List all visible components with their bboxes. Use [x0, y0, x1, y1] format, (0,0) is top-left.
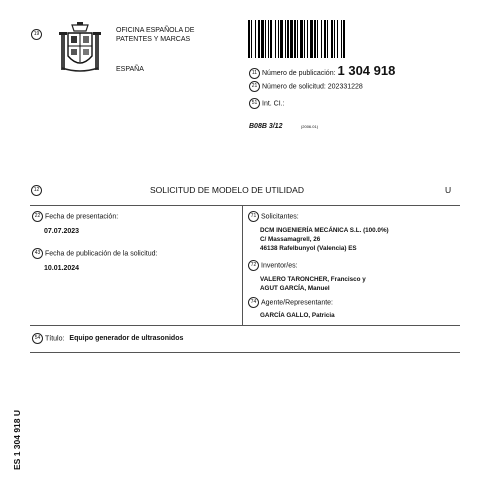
applicants-label-row — [248, 211, 299, 222]
inventors-block — [260, 275, 366, 293]
agent-name: GARCÍA GALLO, Patricia — [260, 312, 335, 319]
inventor-2: AGUT GARCÍA, Manuel — [260, 285, 330, 292]
title-label: Título: — [45, 335, 65, 343]
divider-bottom — [30, 352, 460, 353]
office-line-2: PATENTES Y MARCAS — [116, 36, 191, 43]
kind-code: U — [445, 185, 452, 195]
applicant-name: DCM INGENIERÍA MECÁNICA S.L. (100.0%) — [260, 227, 389, 234]
applicants-label: Solicitantes: — [261, 213, 299, 221]
publication-number-label: Número de publicación: — [262, 70, 336, 77]
divider-top — [30, 205, 460, 206]
filing-date-label: Fecha de presentación: — [45, 213, 119, 221]
side-document-id: ES 1 304 918 U — [12, 409, 22, 470]
inid-74: 74 — [248, 297, 259, 308]
office-name — [116, 26, 194, 44]
title-value: Equipo generador de ultrasonidos — [69, 335, 184, 343]
inid-22: 22 — [32, 211, 43, 222]
publication-date-label: Fecha de publicación de la solicitud: — [45, 250, 158, 258]
classification-version: (2006.01) — [300, 124, 319, 129]
divider-vertical — [242, 205, 243, 325]
applicant-street: C/ Massamagrell, 26 — [260, 236, 321, 243]
agent-label: Agente/Representante: — [261, 299, 333, 307]
inid-51: 51 — [249, 98, 260, 109]
inventors-label: Inventor/es: — [261, 262, 298, 270]
application-number: 202331228 — [327, 83, 363, 91]
applicant-block — [260, 226, 389, 253]
publication-number-row — [249, 63, 395, 79]
publication-number: 1 304 918 — [337, 63, 396, 78]
int-cl-label: Int. CI.: — [262, 100, 285, 108]
application-number-row — [249, 81, 363, 92]
inid-12: 12 — [31, 185, 42, 196]
classification-row — [249, 115, 318, 133]
publication-date-label-row — [32, 248, 157, 259]
country: ESPAÑA — [116, 66, 144, 73]
int-cl-row — [249, 98, 285, 109]
inid-11: 11 — [249, 68, 260, 79]
office-line-1: OFICINA ESPAÑOLA DE — [116, 27, 195, 34]
inid-43: 43 — [32, 248, 43, 259]
barcode-icon — [248, 20, 448, 58]
coat-of-arms-icon — [58, 22, 102, 74]
inid-21: 21 — [249, 81, 260, 92]
divider-middle — [30, 325, 460, 326]
filing-date-label-row — [32, 211, 118, 222]
inid-54: 54 — [32, 333, 43, 344]
inid-72: 72 — [248, 260, 259, 271]
classification-code: B08B 3/12 — [249, 123, 283, 130]
applicant-city: 46138 Rafelbunyol (Valencia) ES — [260, 245, 357, 252]
agent-label-row — [248, 297, 333, 308]
inid-19: 19 — [31, 29, 42, 40]
document-type-title: SOLICITUD DE MODELO DE UTILIDAD — [150, 185, 304, 195]
inventor-1: VALERO TARONCHER, Francisco y — [260, 276, 366, 283]
inid-71: 71 — [248, 211, 259, 222]
inventors-label-row — [248, 260, 298, 271]
publication-date: 10.01.2024 — [44, 265, 80, 272]
title-row — [32, 333, 183, 344]
filing-date: 07.07.2023 — [44, 228, 80, 235]
application-number-label: Número de solicitud: — [262, 83, 326, 91]
